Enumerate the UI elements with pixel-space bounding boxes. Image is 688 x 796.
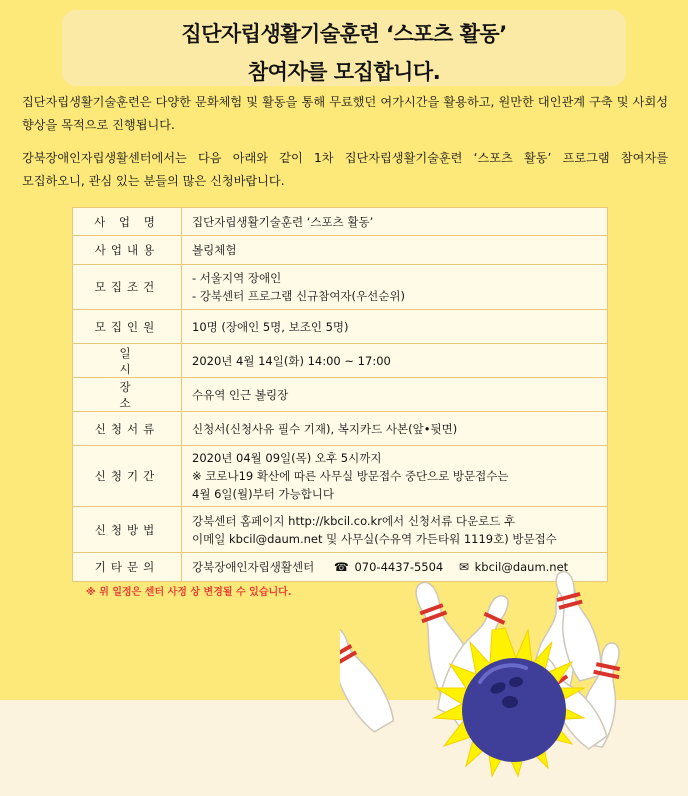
- period-value: [182, 446, 608, 507]
- content-label: 사업내용: [73, 236, 182, 265]
- table-row: [73, 310, 608, 344]
- table-row: [73, 236, 608, 265]
- period-label: 신청기간: [73, 446, 182, 507]
- mail-icon: ✉: [458, 560, 469, 574]
- phone-icon: ☎: [333, 560, 349, 574]
- intro-paragraph-2: 강북장애인자립생활센터에서는 다음 아래와 같이 1차 집단자립생활기술훈련 ‘스포츠 활동’ 프로그램 참여자를 모집하오니, 관심 있는 분들의 많은 신청바랍니다.: [22, 151, 668, 188]
- bowling-pin-icon: [340, 621, 399, 736]
- intro-paragraph-1: 집단자립생활기술훈련은 다양한 문화체험 및 활동을 통해 무료했던 여가시간을 활용하고, 원만한 대인관계 구축 및 사회성 향상을 목적으로 진행됩니다.: [22, 95, 668, 132]
- datetime-label: 일 시: [73, 344, 182, 378]
- table-row: [73, 507, 608, 553]
- program-name-label: 사 업 명: [73, 208, 182, 236]
- table-row: [73, 412, 608, 446]
- headcount-value: 10명 (장애인 5명, 보조인 5명): [182, 310, 608, 344]
- table-row: [73, 344, 608, 378]
- content-value: 볼링체험: [182, 236, 608, 265]
- documents-value: 신청서(신청사유 필수 기재), 복지카드 사본(앞•뒷면): [182, 412, 608, 446]
- condition-line-1: - 서울지역 장애인: [192, 271, 282, 285]
- method-value: [182, 507, 608, 553]
- table-row: [73, 378, 608, 412]
- contact-org: 강북장애인자립생활센터: [192, 560, 315, 574]
- title-banner: [62, 10, 626, 86]
- period-line-3: 4월 6일(월)부터 가능합니다: [192, 487, 335, 501]
- place-label: 장 소: [73, 378, 182, 412]
- schedule-change-note: ※ 위 일정은 센터 사정 상 변경될 수 있습니다.: [86, 587, 292, 598]
- conditions-label: 모집조건: [73, 265, 182, 310]
- contact-label: 기타문의: [73, 553, 182, 582]
- method-line-2: 이메일 kbcil@daum.net 및 사무실(수유역 가든타워 1119호) 방문접수: [192, 531, 557, 546]
- condition-line-2: - 강북센터 프로그램 신규참여자(우선순위): [192, 289, 405, 303]
- method-label: 신청방법: [73, 507, 182, 553]
- table-row: [73, 446, 608, 507]
- table-row: [73, 208, 608, 236]
- period-line-2: ※ 코로나19 확산에 따른 사무실 방문접수 중단으로 방문접수는: [192, 469, 509, 483]
- title-line-1: 집단자립생활기술훈련 ‘스포츠 활동’: [181, 22, 507, 46]
- period-line-1: 2020년 04월 09일(목) 오후 5시까지: [192, 451, 382, 465]
- bowling-illustration: [340, 570, 680, 780]
- conditions-value: [182, 265, 608, 310]
- title-line-2: 참여자를 모집합니다.: [247, 60, 441, 84]
- table-row: [73, 265, 608, 310]
- contact-phone: 070-4437-5504: [354, 560, 444, 574]
- contact-email: kbcil@daum.net: [474, 560, 569, 574]
- documents-label: 신청서류: [73, 412, 182, 446]
- bowling-ball-icon: [462, 658, 566, 762]
- method-line-1: 강북센터 홈페이지 http://kbcil.co.kr에서 신청서류 다운로드 후: [192, 513, 516, 528]
- program-name-value: 집단자립생활기술훈련 ‘스포츠 활동’: [182, 208, 608, 236]
- place-value: 수유역 인근 볼링장: [182, 378, 608, 412]
- datetime-value: 2020년 4월 14일(화) 14:00 ~ 17:00: [182, 344, 608, 378]
- headcount-label: 모집인원: [73, 310, 182, 344]
- info-table: [72, 207, 608, 582]
